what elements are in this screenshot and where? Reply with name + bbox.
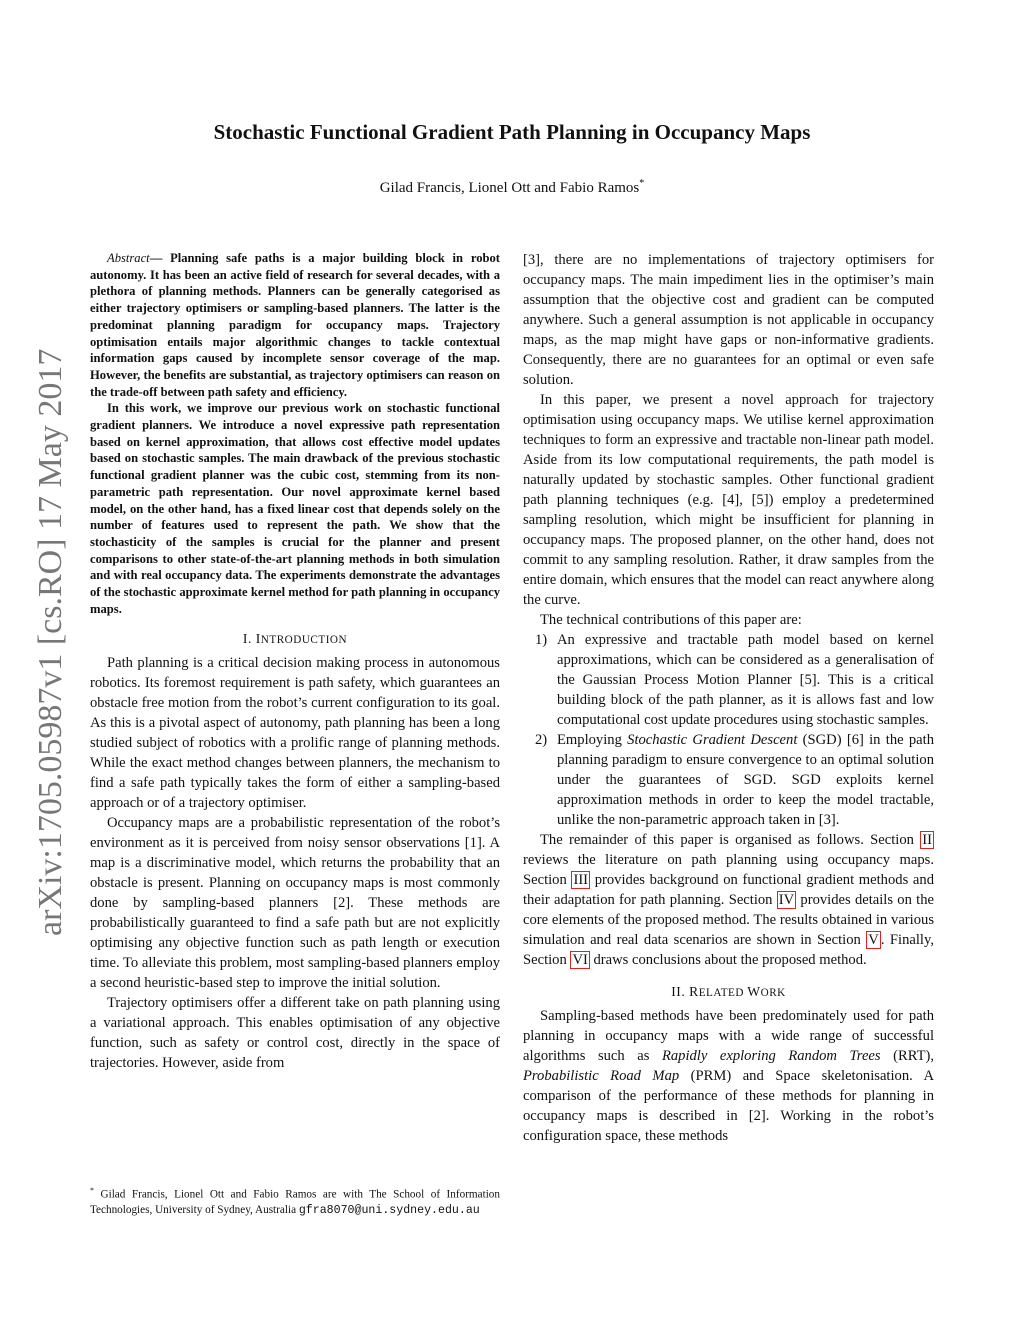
intro-left-text bbox=[90, 653, 500, 1073]
author-footnote-mark: * bbox=[639, 178, 645, 189]
related-work-text: Sampling-based methods have been predominately used for path planning in occupancy maps with a wide range of successful algorithms such as Rapidly exploring Random Trees (RRT), Probabilistic Road Map (PRM) and Space skeletonisation. A comparison of the performance of these methods for planning in occupancy maps is described in [2]. Working in the robot’s configuration space, these methods bbox=[523, 1008, 934, 1144]
paper-outline: The remainder of this paper is organised as follows. Section II reviews the literature on path planning using occupancy maps. Section III provides background on functional gradient methods and their adaptation for path planning. Section IV provides details on the core elements of the proposed method. The results obtained in various simulation and real data scenarios are shown in Section V . Finally, Section VI draws conclusions about the proposed method. bbox=[523, 832, 934, 968]
section-ref-link-iv[interactable]: IV bbox=[778, 892, 795, 908]
abstract-paragraph-1: Planning safe paths is a major building block in robot autonomy. It has been an active field of research for several decades, with a plethora of planning methods. Planners can be generally categorised as either trajectory optimisers or sampling-based planners. The latter is the predominat planning paradigm for occupancy maps. Trajectory optimisation entails major algorithmic changes to tackle contextual information gaps caused by incomplete sensor coverage of the map. However, the benefits are substantial, as trajectory optimisers can reason on the trade-off between path safety and efficiency. bbox=[90, 251, 500, 399]
section-heading-introduction: I. INTRODUCTION bbox=[242, 631, 348, 647]
section-ref-link-vi[interactable]: VI bbox=[572, 952, 588, 968]
contribution-item: 2) Employing Stochastic Gradient Descent (SGD) [6] in the path planning paradigm to ensure convergence to an optimal solution under the guarantees of SGD. SGD exploits kernel approximation methods in order to keep the model tractable, unlike the non-parametric approach taken in [3]. bbox=[535, 732, 934, 828]
author-names: Gilad Francis, Lionel Ott and Fabio Ramos bbox=[379, 180, 640, 196]
abstract-paragraph-2: In this work, we improve our previous work on stochastic functional gradient planners. We introduce a novel expressive path representation based on kernel approximation, that allows cost effective model updates based on stochastic samples. The main drawback of the previous stochastic functional gradient planner was the cubic cost, stemming from its non-parametric path representation. Our novel approximate kernel based model, on the other hand, has a fixed linear cost that depends solely on the number of features used to represent the path. We show that the stochasticity of the samples is crucial for the planner and present comparisons to other state-of-the-art planning methods in both simulation and with real occupancy data. The experiments demonstrate the advantages of the stochastic approximate kernel method for path planning in occupancy maps. bbox=[90, 401, 500, 616]
author-affiliation-footnote: * Gilad Francis, Lionel Ott and Fabio Ramos are with The School of Information Technologies, University of Sydney, Australia gfra8070@uni.sydney.edu.au bbox=[90, 1186, 500, 1218]
abstract bbox=[90, 250, 500, 617]
right-column bbox=[523, 250, 934, 1146]
section-ref-link-v[interactable]: V bbox=[868, 932, 879, 948]
left-column bbox=[90, 250, 500, 1073]
section-ref-link-ii[interactable]: II bbox=[922, 832, 932, 848]
abstract-dash: — bbox=[149, 251, 163, 265]
footnote-text: Gilad Francis, Lionel Ott and Fabio Ramos are with The School of Information Technologies, University of Sydney, Australia bbox=[90, 1188, 500, 1217]
intro-paragraph-3: Trajectory optimisers offer a different take on path planning using a variational approach. This enables optimisation of any objective function, such as safety or control cost, directly in the space of trajectories. However, aside from bbox=[90, 995, 500, 1072]
arxiv-stamp: arXiv:1705.05987v1 [cs.RO] 17 May 2017 bbox=[32, 348, 69, 936]
paper-title: Stochastic Functional Gradient Path Planning in Occupancy Maps bbox=[213, 120, 811, 144]
contributions-list bbox=[523, 630, 934, 830]
author-email-link[interactable]: gfra8070@uni.sydney.edu.au bbox=[298, 1204, 480, 1218]
section-ref-link-iii[interactable]: III bbox=[573, 872, 589, 888]
intro-paragraph-2: Occupancy maps are a probabilistic representation of the robot’s environment as it is perceived from noisy sensor observations [1]. A map is a discriminative model, which returns the probability that an obstacle is present. Planning on occupancy maps is most commonly done by sampling-based planners [2]. These methods are probabilistically guaranteed to find a safe path but are not explicitly optimising any objective function such as path length or execution time. To alleviate this problem, most sampling-based planners employ a second heuristic-based step to improve the initial solution. bbox=[90, 815, 500, 992]
intro-paragraph-5: In this paper, we present a novel approach for trajectory optimisation using occupancy maps. We utilise kernel approximation techniques to form an expressive and tractable non-linear path model. Aside from its low computational requirements, the path model is naturally updated by stochastic samples. Other functional gradient path planning techniques (e.g. [4], [5]) employ a predetermined sampling resolution, which might be insufficient for planning in occupancy maps. The proposed planner, on the other hand, does not commit to any sampling resolution. Rather, it draw samples from the entire domain, which ensures that the model can react anywhere along the curve. bbox=[523, 392, 934, 608]
abstract-label: Abstract bbox=[107, 251, 150, 265]
paper-authors bbox=[0, 178, 1024, 197]
contribution-item: 1) An expressive and tractable path model based on kernel approximations, which can be considered as a generalisation of the Gaussian Process Motion Planner [5]. This is a critical building block of the path planner, as it is allows fast and low computational cost update procedures using stochastic samples. bbox=[535, 632, 934, 728]
section-heading-related-work: II. RELATED WORK bbox=[671, 984, 786, 999]
intro-paragraph-6: The technical contributions of this paper are: bbox=[540, 612, 802, 628]
intro-right-text bbox=[523, 250, 934, 630]
intro-paragraph-1: Path planning is a critical decision making process in autonomous robotics. Its foremost requirement is path safety, which guarantees an obstacle free motion from the robot’s current configuration to its goal. As this is a pivotal aspect of autonomy, path planning has been a long studied subject of robotics with a prolific range of planning methods. While the exact method changes between planners, the mechanism to find a safe path typically takes the form of either a sampling-based approach or of a trajectory optimiser. bbox=[90, 655, 500, 812]
intro-paragraph-4: [3], there are no implementations of trajectory optimisers for occupancy maps. The main impediment lies in the optimiser’s main assumption that the objective cost and gradient can be computed anywhere. Such a general assumption is not applicable in occupancy maps, as the map might have gaps or non-informative gradients. Consequently, there are no guarantees for an optimal or even safe solution. bbox=[523, 252, 934, 388]
